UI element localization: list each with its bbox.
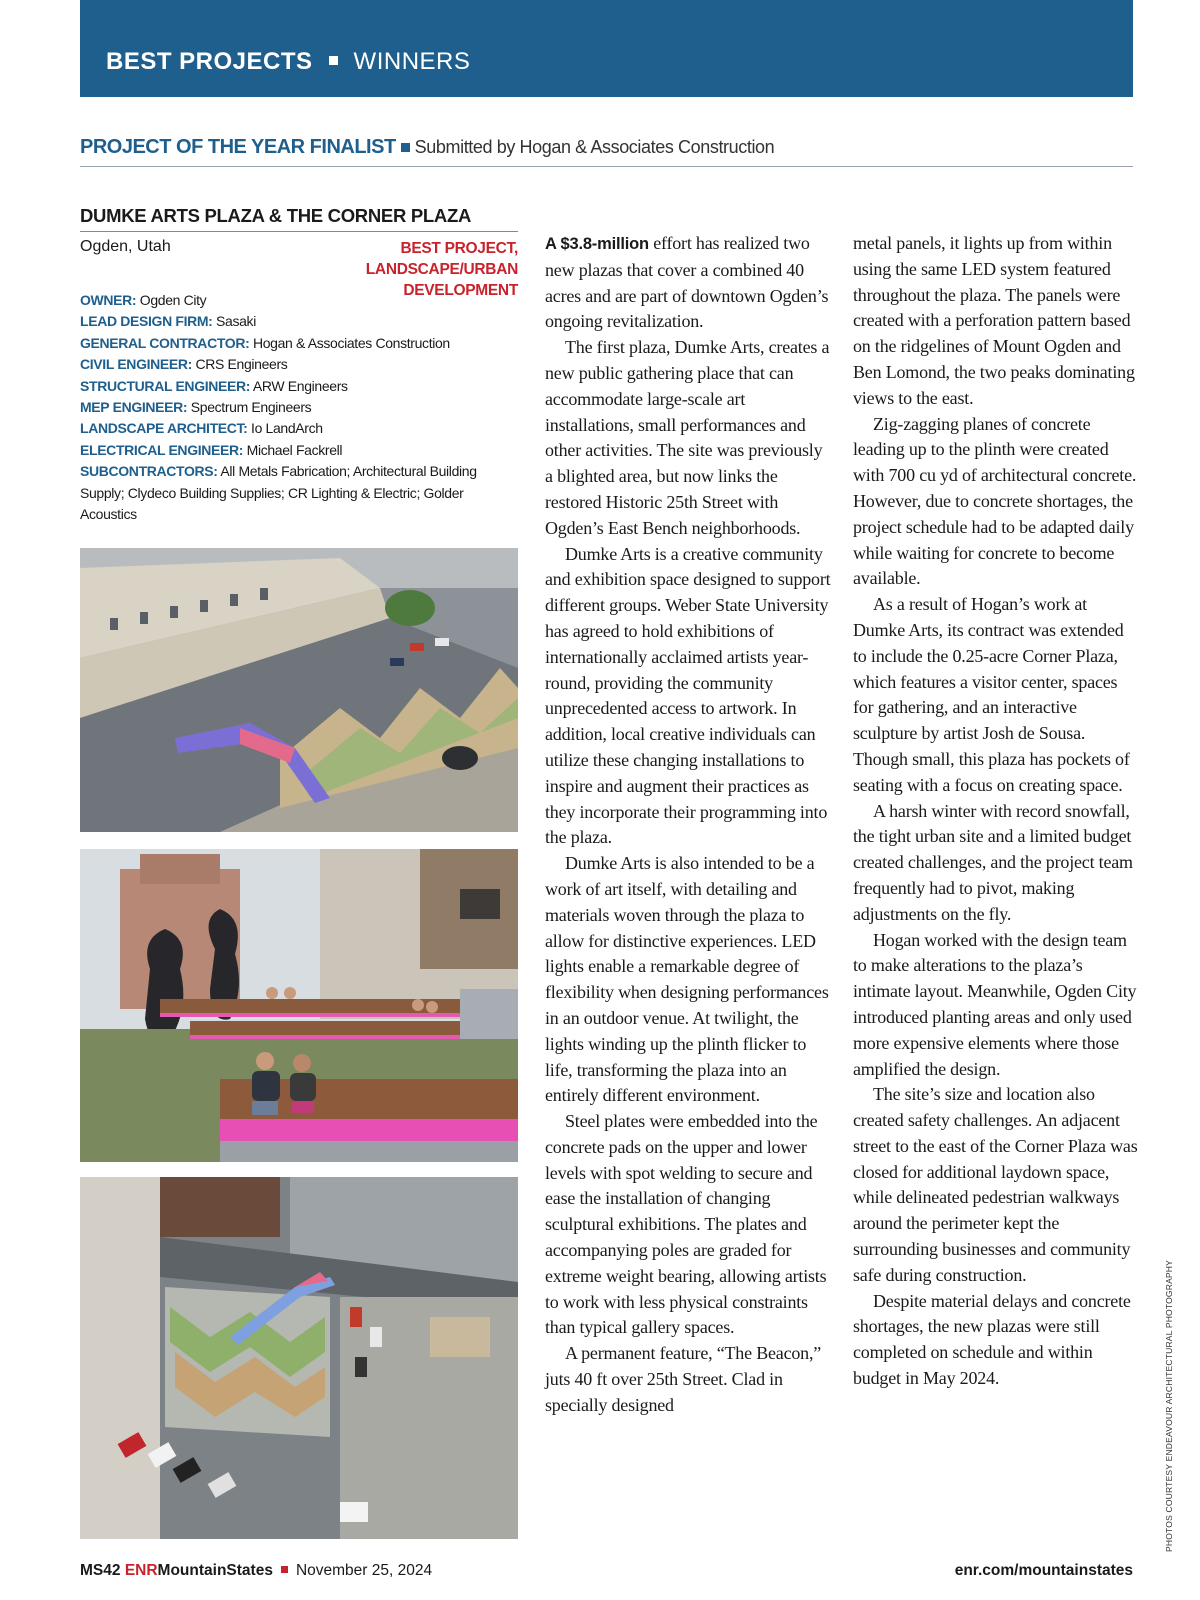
banner-section: BEST PROJECTS xyxy=(106,48,313,75)
credit-value: Hogan & Associates Construction xyxy=(252,334,450,351)
article-paragraph: Zig-zagging planes of concrete leading up to the plinth were created with 700 cu yd of architectural concrete. However, due to concrete shortages, the project schedule had to be adapted daily while waiting for concrete to become available. xyxy=(853,413,1137,589)
article-paragraph: Despite material delays and concrete shortages, the new plazas were still completed on schedule and within budget in May 2024. xyxy=(853,1290,1131,1389)
location-row xyxy=(80,236,518,299)
article-paragraph: As a result of Hogan’s work at Dumke Arts, its contract was extended to include the 0.25-acre Corner Plaza, which features a visitor center, spaces for gathering, and an interactive sculpture by artist Josh de Sousa. Though small, this plaza has pockets of seating with a focus on creating space. xyxy=(853,594,1130,795)
publication-name: MountainStates xyxy=(157,1562,273,1579)
project-info xyxy=(80,205,518,525)
credit-line xyxy=(80,376,518,397)
photo-credit: PHOTOS COURTESY ENDEAVOUR ARCHITECTURAL PHOTOGRAPHY xyxy=(1164,1259,1174,1552)
section-banner xyxy=(80,0,1133,97)
footer-square-bullet xyxy=(281,1566,288,1573)
credit-label: OWNER: xyxy=(80,292,137,308)
credit-line xyxy=(80,333,518,354)
credit-line xyxy=(80,311,518,332)
article-paragraph: Dumke Arts is a creative community and exhibition space designed to support different groups. Weber State University has agreed to hold exhibitions of internationally acclaimed artists year-round, providing the community unprecedented access to artwork. In addition, local creative individuals can utilize these changing installations to inspire and augment their practices as they incorporate their programming into the plaza. xyxy=(545,543,831,848)
award-category: BEST PROJECT, LANDSCAPE/URBAN DEVELOPMENT xyxy=(365,240,518,299)
credit-label: MEP ENGINEER: xyxy=(80,399,188,416)
paragraph-text: effort has realized two new plazas that cover a combined 40 acres and are part of downtown Ogden’s ongoing revitalization. xyxy=(545,233,829,332)
photo-twilight-seating xyxy=(80,849,518,1162)
credit-line xyxy=(80,440,518,461)
lead-in: A $3.8-million xyxy=(545,235,649,253)
article-paragraph: A permanent feature, “The Beacon,” juts 40 ft over 25th Street. Clad in specially designed xyxy=(545,1343,822,1415)
credit-line xyxy=(80,461,518,525)
credit-value: Sasaki xyxy=(216,313,256,330)
photo-aerial-plaza xyxy=(80,548,518,832)
page-footer xyxy=(80,1562,1133,1584)
project-title: DUMKE ARTS PLAZA & THE CORNER PLAZA xyxy=(80,205,518,232)
credit-label: LANDSCAPE ARCHITECT: xyxy=(80,420,248,437)
credit-label: GENERAL CONTRACTOR: xyxy=(80,334,250,351)
issue-date: November 25, 2024 xyxy=(295,1562,433,1579)
article-column-1 xyxy=(545,231,832,1419)
credit-label: STRUCTURAL ENGINEER: xyxy=(80,377,251,394)
credit-value: Ogden City xyxy=(139,292,207,308)
credit-value: Michael Fackrell xyxy=(246,441,343,458)
article-paragraph: A harsh winter with record snowfall, the tight urban site and a limited budget created challenges, and the project team frequently had to pivot, making adjustments on the fly. xyxy=(853,800,1133,924)
article-paragraph: The first plaza, Dumke Arts, creates a new public gathering place that can accommodate large-scale art installations, small performances and other activities. The site was previously a blighted area, but now links the restored Historic 25th Street with Ogden’s East Bench neighborhoods. xyxy=(545,337,830,538)
credit-line xyxy=(80,418,518,439)
credit-line xyxy=(80,397,518,418)
banner-subsection: WINNERS xyxy=(353,48,471,75)
article-paragraph: metal panels, it lights up from within using the same LED system featured throughout the plaza. The panels were created with a perforation pattern based on the ridgelines of Mount Ogden and Ben Lomond, the two peaks dominating views to the east. xyxy=(853,233,1135,408)
project-credits xyxy=(80,290,518,525)
article-column-2 xyxy=(853,231,1140,1392)
project-location: Ogden, Utah xyxy=(80,238,171,255)
article-paragraph: The site’s size and location also created safety challenges. An adjacent street to the east of the Corner Plaza was closed for additional laydown space, while delineated pedestrian walkways around the perimeter kept the surrounding businesses and community safe during construction. xyxy=(853,1084,1138,1285)
submitted-by: Submitted by Hogan & Associates Construction xyxy=(414,137,775,157)
credit-label: LEAD DESIGN FIRM: xyxy=(80,313,213,330)
article-paragraph: Dumke Arts is also intended to be a work of art itself, with detailing and materials woven through the plaza to allow for distinctive experiences. LED lights enable a remarkable degree of flexibility when designing performances in an outdoor venue. At twilight, the lights winding up the plinth flicker to life, transforming the plaza into an entirely different environment. xyxy=(545,853,829,1106)
credit-value: Io LandArch xyxy=(251,420,323,437)
banner-text xyxy=(106,48,470,76)
finalist-label: PROJECT OF THE YEAR FINALIST xyxy=(80,136,396,158)
finalist-square-bullet xyxy=(401,143,410,152)
credit-label: SUBCONTRACTORS: xyxy=(80,463,218,480)
banner-square-bullet xyxy=(329,56,338,65)
photo-overhead-street xyxy=(80,1177,518,1539)
credit-value: ARW Engineers xyxy=(252,377,348,394)
footer-folio xyxy=(80,1562,432,1580)
credit-value: Spectrum Engineers xyxy=(190,399,312,416)
enr-logo: ENR xyxy=(124,1562,158,1579)
credit-value: CRS Engineers xyxy=(195,356,288,373)
website-link[interactable]: enr.com/mountainstates xyxy=(954,1562,1133,1579)
credit-value: All Metals Fabrication; Architectural Building Supply; Clydeco Building Supplies; CR Lighting & Electric; Golder Acoustics xyxy=(80,463,477,523)
page-number: MS42 xyxy=(80,1562,121,1579)
article-paragraph: Hogan worked with the design team to make alterations to the plaza’s intimate layout. Meanwhile, Ogden City introduced planting areas and only used more expensive elements where those amplified the design. xyxy=(853,929,1137,1079)
article-paragraph xyxy=(545,231,832,335)
credit-label: CIVIL ENGINEER: xyxy=(80,356,192,373)
article-paragraph: Steel plates were embedded into the concrete pads on the upper and lower levels with spot welding to secure and ease the installation of changing sculptural exhibitions. The plates and accompanying poles are graded for extreme weight bearing, allowing artists to work with less physical constraints than typical gallery spaces. xyxy=(545,1111,827,1338)
finalist-bar xyxy=(80,136,1133,167)
credit-line xyxy=(80,354,518,375)
credit-label: ELECTRICAL ENGINEER: xyxy=(80,441,244,458)
